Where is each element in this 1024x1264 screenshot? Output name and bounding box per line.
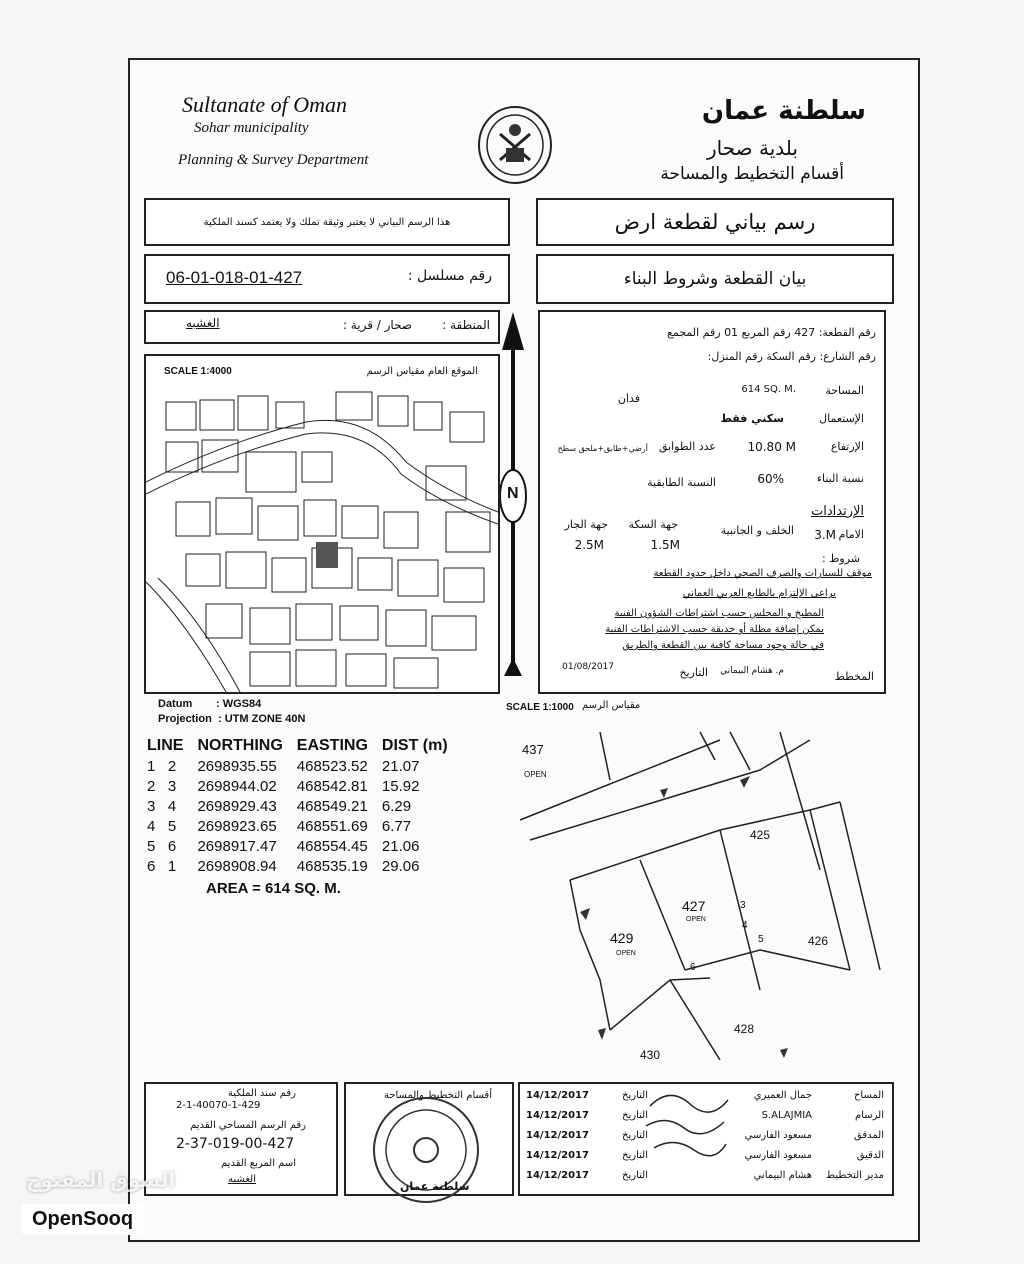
vertex-4-label: 4 xyxy=(742,920,748,931)
back-label: الخلف و الجانبية xyxy=(720,524,794,537)
region-value: صحار / قرية : xyxy=(342,318,412,332)
line-to: 2 xyxy=(167,757,177,775)
sign-row-date: 14/12/2017 xyxy=(526,1150,589,1161)
column-header: LINE xyxy=(147,737,184,754)
datum-value: : WGS84 xyxy=(216,698,262,710)
document-title: رسم بياني لقطعة ارض xyxy=(614,210,816,234)
title-box xyxy=(536,198,894,246)
sign-row-role: المدقق xyxy=(854,1130,884,1141)
area-label: المساحة xyxy=(825,384,864,397)
planner-name: م. هشام البيماني xyxy=(720,666,784,676)
vertex-5-label: 5 xyxy=(758,934,764,945)
plot-427-highlight xyxy=(316,542,338,568)
survey-sheet xyxy=(128,58,920,1242)
column-header: NORTHING xyxy=(197,737,283,754)
easting-cell: 468551.69 xyxy=(296,817,368,835)
header-en-title: Sultanate of Oman xyxy=(182,92,347,117)
header-ar-title: سلطنة عمان xyxy=(701,96,866,126)
use-value: سكني فقط xyxy=(720,412,784,425)
disclaimer-box xyxy=(144,198,510,246)
sign-row-date-label: التاريخ xyxy=(622,1130,648,1141)
front-value: 3.M xyxy=(814,528,836,542)
plot-429-open-label: OPEN xyxy=(616,950,636,957)
line-from: 5 xyxy=(147,837,156,855)
table-row xyxy=(140,756,455,776)
line-to: 6 xyxy=(167,837,177,855)
plot-437-open-label: OPEN xyxy=(524,770,547,779)
sign-row-date: 14/12/2017 xyxy=(526,1110,589,1121)
distance-cell: 29.06 xyxy=(381,857,420,875)
general-map-drawing xyxy=(146,382,498,692)
line-to: 4 xyxy=(167,797,177,815)
line-from: 1 xyxy=(147,757,156,775)
sign-row-name: جمال العميري xyxy=(753,1090,812,1101)
condition-1: موقف للسيارات والصرف الصحي داخل حدود القطعة xyxy=(653,568,872,579)
line-to: 3 xyxy=(167,777,177,795)
region-box xyxy=(144,310,500,344)
section-title-box xyxy=(536,254,894,304)
floors-label: عدد الطوابق xyxy=(658,440,716,453)
northing-cell: 2698923.65 xyxy=(197,817,277,835)
northing-cell: 2698929.43 xyxy=(197,797,277,815)
old-plan-value: 2-37-019-00-427 xyxy=(176,1136,295,1152)
coordinates-table xyxy=(140,736,455,876)
line-from: 3 xyxy=(147,797,156,815)
sign-row-date: 14/12/2017 xyxy=(526,1130,589,1141)
disclaimer-text: هذا الرسم البياني لا يعتبر وثيقة تملك ولا يعتمد كسند الملكية xyxy=(203,216,451,228)
ratio-label: النسبة الطابقية xyxy=(647,476,716,489)
plot-437-label: 437 xyxy=(522,742,544,757)
sign-row-date: 14/12/2017 xyxy=(526,1090,589,1101)
table-row xyxy=(140,816,455,836)
header-ar-department: أقسام التخطيط والمساحة xyxy=(660,164,844,184)
projection-label: Projection xyxy=(158,713,212,725)
vertex-6-label: 6 xyxy=(690,962,696,973)
condition-5: في حالة وجود مساحة كافية بين القطعة والطريق xyxy=(622,640,824,651)
oman-emblem-icon xyxy=(476,104,554,186)
plot-425-label: 425 xyxy=(750,828,771,842)
datum-label: Datum xyxy=(158,698,193,710)
conditions-title: شروط : xyxy=(822,552,860,565)
serial-label: رقم مسلسل : xyxy=(407,268,492,284)
sign-row-name: مسعود الفارسي xyxy=(744,1150,812,1161)
line-to: 1 xyxy=(167,857,177,875)
back-value: 1.5M xyxy=(650,538,680,552)
sign-row-role: الرسام xyxy=(855,1110,884,1121)
height-value: 10.80 M xyxy=(747,440,796,454)
sign-row-name: S.ALAJMIA xyxy=(761,1110,812,1121)
coverage-value: 60% xyxy=(757,472,784,486)
sign-row-date: 14/12/2017 xyxy=(526,1170,589,1181)
column-header: EASTING xyxy=(296,737,368,754)
plot-info-row1: رقم القطعة: 427 رقم المربع 01 رقم المجمع xyxy=(667,326,876,339)
general-map-title: الموقع العام مقياس الرسم xyxy=(366,366,478,377)
table-row xyxy=(140,836,455,856)
region-label: المنطقة : xyxy=(442,318,490,332)
header-en-municipality: Sohar municipality xyxy=(194,120,309,136)
distance-cell: 6.77 xyxy=(381,817,412,835)
title-deed-value: 2-1-40070-1-429 xyxy=(176,1100,261,1111)
northing-cell: 2698935.55 xyxy=(197,757,277,775)
plot-426-label: 426 xyxy=(808,934,829,948)
section-title: بيان القطعة وشروط البناء xyxy=(623,269,807,289)
easting-cell: 468554.45 xyxy=(296,837,368,855)
header-en-department: Planning & Survey Department xyxy=(178,152,369,168)
signatures-box xyxy=(518,1082,894,1196)
easting-cell: 468535.19 xyxy=(296,857,368,875)
table-row xyxy=(140,856,455,876)
easting-cell: 468549.21 xyxy=(296,797,368,815)
serial-box xyxy=(144,254,510,304)
plot-427-open-label: OPEN xyxy=(686,916,706,923)
watermark-arabic: السوق المفتوح xyxy=(26,1168,176,1192)
sign-row-date-label: التاريخ xyxy=(622,1110,648,1121)
distance-cell: 6.29 xyxy=(381,797,412,815)
feddan-label: فدان xyxy=(617,392,640,405)
setbacks-title: الإرتدادات xyxy=(811,504,864,519)
sign-row-name: مسعود الفارسي xyxy=(744,1130,812,1141)
plot-430-label: 430 xyxy=(640,1048,661,1062)
title-deed-label: رقم سند الملكية xyxy=(227,1088,296,1099)
neighbor-value: 2.5M xyxy=(574,538,604,552)
condition-3: المطبخ و المجلس حسب اشتراطات الشؤون الفنية xyxy=(614,608,824,619)
front-label: الامام xyxy=(838,528,864,541)
date-value: 01/08/2017 xyxy=(562,662,614,672)
village-value: الغشبه xyxy=(186,316,220,330)
planner-label: المخطط xyxy=(834,670,874,683)
plot-429-label: 429 xyxy=(610,930,634,946)
line-to: 5 xyxy=(167,817,177,835)
distance-cell: 15.92 xyxy=(381,777,420,795)
northing-cell: 2698944.02 xyxy=(197,777,277,795)
distance-cell: 21.07 xyxy=(381,757,420,775)
old-block-value: الغشبه xyxy=(228,1174,256,1185)
general-location-map xyxy=(144,354,500,694)
stamp-header-text: أقسام التخطيط والمساحة xyxy=(383,1090,492,1101)
detail-map-scale-ar: مقياس الرسم xyxy=(582,700,641,711)
sign-row-role: مدير التخطيط xyxy=(825,1170,884,1181)
opensooq-logo: OpenSooq xyxy=(22,1204,143,1235)
header-ar-municipality: بلدية صحار xyxy=(707,136,798,160)
line-from: 2 xyxy=(147,777,156,795)
line-from: 6 xyxy=(147,857,156,875)
coordinates-header-row xyxy=(140,736,455,756)
use-label: الإستعمال xyxy=(819,412,864,425)
plot-info-row2: رقم الشارع: رقم السكة رقم المنزل: xyxy=(707,350,876,363)
northing-cell: 2698908.94 xyxy=(197,857,277,875)
distance-cell: 21.06 xyxy=(381,837,420,855)
vertex-3-label: 3 xyxy=(740,900,746,911)
height-label: الإرتفاع xyxy=(830,440,864,453)
total-area: AREA = 614 SQ. M. xyxy=(206,880,341,897)
table-row xyxy=(140,796,455,816)
sign-row-date-label: التاريخ xyxy=(622,1170,648,1181)
sign-row-role: الدقيق xyxy=(856,1150,884,1161)
condition-4: يمكن إضافة مظلة أو حديقة حسب الاشتراطات الفنية xyxy=(605,624,824,635)
plot-427-label: 427 xyxy=(682,898,706,914)
line-from: 4 xyxy=(147,817,156,835)
detail-map-scale: SCALE 1:1000 xyxy=(506,702,574,713)
general-map-scale: SCALE 1:4000 xyxy=(164,366,232,377)
plot-info-box xyxy=(538,310,886,694)
old-plan-label: رقم الرسم المساحي القديم xyxy=(190,1120,306,1131)
table-row xyxy=(140,776,455,796)
date-label: التاريخ xyxy=(679,666,708,679)
north-label: N xyxy=(507,485,519,502)
stamp-country-text: سلطنة عمان xyxy=(400,1180,470,1193)
signature-scribbles xyxy=(640,1086,730,1186)
sign-row-date-label: التاريخ xyxy=(622,1090,648,1101)
plot-428-label: 428 xyxy=(734,1022,755,1036)
northing-cell: 2698917.47 xyxy=(197,837,277,855)
neighbor-label: جهة الجار xyxy=(564,518,608,531)
sign-row-name: هشام البيماني xyxy=(753,1170,812,1181)
projection-value: : UTM ZONE 40N xyxy=(218,713,306,725)
serial-number: 06-01-018-01-427 xyxy=(166,268,303,287)
old-block-label: اسم المربع القديم xyxy=(221,1158,296,1169)
easting-cell: 468523.52 xyxy=(296,757,368,775)
street-label: جهة السكة xyxy=(628,518,678,531)
sign-row-role: المساح xyxy=(853,1090,884,1101)
detail-map-drawing xyxy=(510,730,910,1060)
sign-row-date-label: التاريخ xyxy=(622,1150,648,1161)
condition-2: يراعى الإلتزام بالطابع العربي العماني xyxy=(682,588,836,599)
easting-cell: 468542.81 xyxy=(296,777,368,795)
coverage-label: نسبة البناء xyxy=(816,472,864,485)
floors-value: أرضي+طابق+ملحق سطح xyxy=(557,444,648,453)
area-value: 614 SQ. M. xyxy=(741,384,796,395)
column-header: DIST (m) xyxy=(381,737,448,754)
